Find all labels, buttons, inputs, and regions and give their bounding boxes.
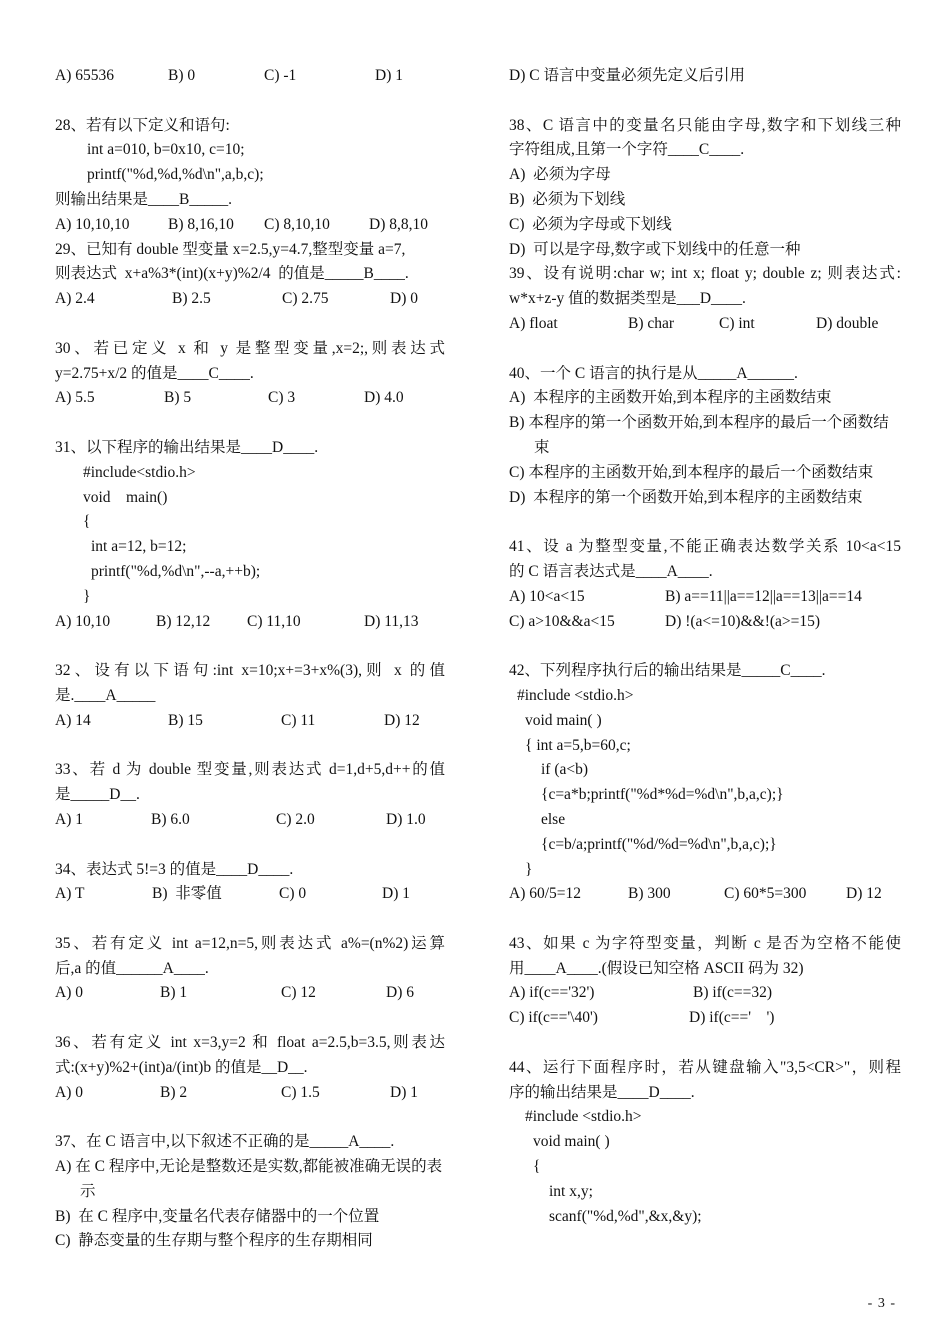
q36-stem: 36、若有定义 int x=3,y=2 和 float a=2.5,b=3.5,则表达 <box>55 1034 445 1052</box>
q30-options <box>55 386 445 411</box>
q44-stem-cont: 序的输出结果是____D____. <box>509 1083 695 1101</box>
q35-options <box>55 981 445 1006</box>
q41-stem: 41、设 a 为整型变量,不能正确表达数学关系 10<a<15 <box>509 538 901 556</box>
q41-options-row1 <box>509 585 901 610</box>
option-c: C) int <box>719 314 755 332</box>
q31-code-line: #include<stdio.h> <box>83 463 196 481</box>
option-b: B) 非零值 <box>152 885 222 903</box>
option-a: A) if(c=='32') <box>509 984 595 1002</box>
q43-options-row1 <box>509 981 901 1006</box>
option-a: A) 5.5 <box>55 389 95 407</box>
option-c: C) -1 <box>264 67 297 84</box>
q36-options <box>55 1081 445 1106</box>
q33-stem-cont: 是_____D__. <box>55 786 140 804</box>
q35-stem: 35、若有定义 int a=12,n=5,则表达式 a%=(n%2)运算 <box>55 934 445 952</box>
q31-stem: 31、以下程序的输出结果是____D____. <box>55 438 319 456</box>
q37-option-a: A) 在 C 程序中,无论是整数还是实数,都能被准确无误的表示 <box>55 1158 443 1200</box>
q40-option-c: C) 本程序的主函数开始,到本程序的最后一个函数结束 <box>509 463 874 481</box>
q43-stem: 43、如果 c 为字符型变量，判断 c 是否为空格不能使 <box>509 934 901 952</box>
q29-stem: 29、已知有 double 型变量 x=2.5,y=4.7,整型变量 a=7, <box>55 240 406 258</box>
option-d: D) 11,13 <box>364 612 419 630</box>
q30-stem: 30、若已定义 x 和 y 是整型变量,x=2;,则表达式 <box>55 339 445 357</box>
right-column <box>509 64 901 1229</box>
option-a: A) 10<a<15 <box>509 587 585 605</box>
option-c: C) 2.75 <box>282 290 329 308</box>
q38-option-a: A) 必须为字母 <box>509 166 611 184</box>
option-c: C) 2.0 <box>276 810 315 828</box>
option-d: D) 8,8,10 <box>369 215 428 233</box>
option-b: B) 300 <box>628 885 671 903</box>
q39-options <box>509 312 901 337</box>
q31-options <box>55 610 445 635</box>
option-b: B) 15 <box>168 711 203 729</box>
q28-options <box>55 213 445 238</box>
q32-stem-cont: 是.____A_____ <box>55 686 156 704</box>
q44-code-line: #include <stdio.h> <box>525 1108 642 1126</box>
q42-code-line: {c=a*b;printf("%d*%d=%d\n",b,a,c);} <box>541 786 784 804</box>
q31-code-line: int a=12, b=12; <box>91 538 187 556</box>
q42-code-line: {c=b/a;printf("%d/%d=%d\n",b,a,c);} <box>541 835 777 853</box>
option-c: C) 8,10,10 <box>264 215 330 233</box>
q44-code-line: scanf("%d,%d",&x,&y); <box>549 1207 702 1225</box>
q43-stem-cont: 用____A____.(假设已知空格 ASCII 码为 32) <box>509 959 804 977</box>
q28-answer-line: 则输出结果是____B_____. <box>55 190 232 208</box>
q29-options <box>55 287 445 312</box>
option-a: A) 0 <box>55 984 83 1002</box>
option-b: B) 1 <box>160 984 188 1002</box>
option-b: B) 5 <box>164 389 192 407</box>
q37-option-c: C) 静态变量的生存期与整个程序的生存期相同 <box>55 1232 373 1250</box>
option-a: A) 10,10 <box>55 612 111 630</box>
q33-stem: 33、若 d 为 double 型变量,则表达式 d=1,d+5,d++的值 <box>55 761 445 779</box>
q41-options-row2 <box>509 610 901 635</box>
option-b: B) 2.5 <box>172 290 211 308</box>
option-c: C) 3 <box>268 389 296 407</box>
option-b: B) 12,12 <box>156 612 211 630</box>
q37-option-b: B) 在 C 程序中,变量名代表存储器中的一个位置 <box>55 1207 380 1225</box>
option-a: A) 1 <box>55 810 83 828</box>
q39-stem: 39、设有说明:char w; int x; float y; double z; 则表达式: <box>509 265 901 283</box>
option-a: A) 10,10,10 <box>55 215 130 233</box>
option-d: D) 4.0 <box>364 389 404 407</box>
option-c: C) 11,10 <box>247 612 301 630</box>
q42-code-line: } <box>525 860 533 878</box>
q35-stem-cont: 后,a 的值______A____. <box>55 959 209 977</box>
option-b: B) 6.0 <box>151 810 190 828</box>
q31-code-line: printf("%d,%d\n",--a,++b); <box>91 562 261 580</box>
q44-code-line: int x,y; <box>549 1182 593 1200</box>
option-a: A) 2.4 <box>55 290 95 308</box>
option-a: A) 0 <box>55 1083 83 1101</box>
option-a: A) float <box>509 314 558 332</box>
q33-options <box>55 808 445 833</box>
q31-code-line: void main() <box>83 488 168 506</box>
q42-code-line: { int a=5,b=60,c; <box>525 736 631 754</box>
q31-code-line: { <box>83 513 91 531</box>
option-d: D) 1 <box>382 885 410 903</box>
option-c: C) if(c=='\40') <box>509 1009 598 1027</box>
option-b: B) a==11||a==12||a==13||a==14 <box>665 587 862 605</box>
q28-code-line: printf("%d,%d,%d\n",a,b,c); <box>87 166 264 184</box>
q28-code-line: int a=010, b=0x10, c=10; <box>87 141 245 159</box>
q42-code-line: void main( ) <box>525 711 602 729</box>
q32-options <box>55 709 445 734</box>
option-a: A) 60/5=12 <box>509 885 582 903</box>
q38-option-d: D) 可以是字母,数字或下划线中的任意一种 <box>509 240 801 258</box>
option-a: A) 65536 <box>55 67 114 84</box>
option-c: C) 1.5 <box>281 1083 320 1101</box>
option-d: D) !(a<=10)&&!(a>=15) <box>665 612 821 630</box>
option-d: D) 0 <box>390 290 418 308</box>
q37-stem: 37、在 C 语言中,以下叙述不正确的是_____A____. <box>55 1133 395 1151</box>
q41-stem-cont: 的 C 语言表达式是____A____. <box>509 562 713 580</box>
q38-option-b: B) 必须为下划线 <box>509 190 626 208</box>
option-c: C) a>10&&a<15 <box>509 612 615 630</box>
q39-stem-cont: w*x+z-y 值的数据类型是___D____. <box>509 290 746 308</box>
q42-code-line: if (a<b) <box>541 761 589 779</box>
q34-stem: 34、表达式 5!=3 的值是____D____. <box>55 860 294 878</box>
q38-option-c: C) 必须为字母或下划线 <box>509 215 672 233</box>
option-a: A) T <box>55 885 85 903</box>
q30-stem-cont: y=2.75+x/2 的值是____C____. <box>55 364 254 382</box>
q32-stem: 32、设有以下语句:int x=10;x+=3+x%(3),则 x 的值 <box>55 662 445 680</box>
q42-code-line: #include <stdio.h> <box>517 686 634 704</box>
q40-option-d: D) 本程序的第一个函数开始,到本程序的主函数结束 <box>509 488 863 506</box>
q44-stem: 44、运行下面程序时，若从键盘输入"3,5<CR>"，则程 <box>509 1058 901 1076</box>
option-b: B) if(c==32) <box>693 984 773 1002</box>
option-d: D) 6 <box>386 984 414 1002</box>
option-c: C) 11 <box>281 711 316 729</box>
option-d: D) if(c==' ') <box>689 1009 775 1027</box>
q42-code-line: else <box>541 810 566 828</box>
left-column <box>55 64 445 1254</box>
option-d: D) 12 <box>384 711 420 729</box>
q40-option-a: A) 本程序的主函数开始,到本程序的主函数结束 <box>509 389 832 407</box>
option-c: C) 12 <box>281 984 316 1002</box>
q40-option-b: B) 本程序的第一个函数开始,到本程序的最后一个函数结束 <box>509 414 889 456</box>
q31-code-line: } <box>83 587 91 605</box>
option-b: B) 2 <box>160 1083 188 1101</box>
option-a: A) 14 <box>55 711 91 729</box>
option-b: B) 0 <box>168 67 196 84</box>
option-d: D) 1 <box>390 1083 418 1101</box>
q37-option-d: D) C 语言中变量必须先定义后引用 <box>509 67 745 84</box>
option-d: D) double <box>816 314 879 332</box>
q29-stem-cont: 则表达式 x+a%3*(int)(x+y)%2/4 的值是_____B____. <box>55 265 409 283</box>
option-b: B) char <box>628 314 675 332</box>
option-c: C) 0 <box>279 885 307 903</box>
q43-options-row2 <box>509 1006 901 1031</box>
q38-stem: 38、C 语言中的变量名只能由字母,数字和下划线三种 <box>509 116 901 134</box>
option-d: D) 1 <box>375 67 403 84</box>
q28-stem: 28、若有以下定义和语句: <box>55 116 230 134</box>
option-d: D) 1.0 <box>386 810 426 828</box>
q38-stem-cont: 字符组成,且第一个字符____C____. <box>509 141 745 159</box>
q42-stem: 42、下列程序执行后的输出结果是_____C____. <box>509 662 826 680</box>
q42-options <box>509 882 901 907</box>
q44-code-line: void main( ) <box>533 1133 610 1151</box>
q40-stem: 40、一个 C 语言的执行是从_____A______. <box>509 364 798 382</box>
q44-code-line: { <box>533 1158 541 1176</box>
option-d: D) 12 <box>846 885 882 903</box>
option-c: C) 60*5=300 <box>724 885 807 903</box>
q34-options <box>55 882 445 907</box>
page-number: - 3 - <box>867 1296 896 1311</box>
q27-options <box>55 64 445 89</box>
q36-stem-cont: 式:(x+y)%2+(int)a/(int)b 的值是__D__. <box>55 1058 308 1076</box>
option-b: B) 8,16,10 <box>168 215 234 233</box>
